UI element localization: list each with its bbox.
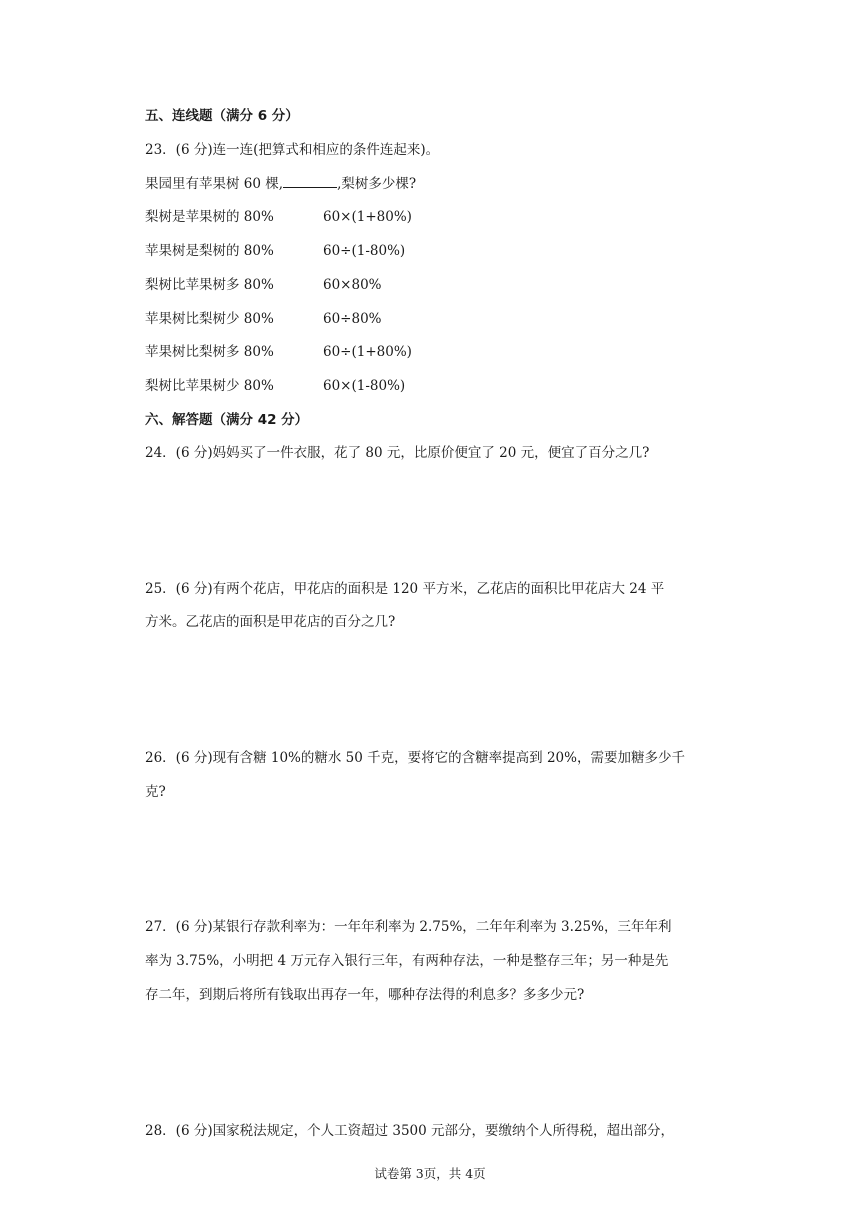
question-26-line-2: 克? <box>145 784 166 800</box>
question-25-line-2: 方米。乙花店的面积是甲花店的百分之几? <box>145 614 396 630</box>
match-row <box>145 275 545 295</box>
match-row <box>145 342 545 362</box>
context-after: ,梨树多少棵? <box>337 176 417 192</box>
condition-text: 梨树比苹果树少 80% <box>145 378 274 394</box>
page-footer: 试卷第 3页，共 4页 <box>374 1166 486 1181</box>
expression-text: 60×(1+80%) <box>323 209 412 225</box>
expression-text: 60×80% <box>323 277 382 293</box>
expression-text: 60÷(1+80%) <box>323 344 412 360</box>
section-5-title: 五、连线题（满分 6 分） <box>145 108 299 124</box>
condition-text: 苹果树是梨树的 80% <box>145 243 274 259</box>
expression-text: 60÷(1-80%) <box>323 243 406 259</box>
match-row <box>145 309 545 329</box>
question-23-stem: 23．(6 分)连一连(把算式和相应的条件连起来)。 <box>145 142 440 158</box>
context-before: 果园里有苹果树 60 棵, <box>145 176 284 192</box>
condition-text: 梨树是苹果树的 80% <box>145 209 274 225</box>
question-25-line-1: 25．(6 分)有两个花店，甲花店的面积是 120 平方米，乙花店的面积比甲花店大 24 平 <box>145 581 665 597</box>
condition-text: 苹果树比梨树多 80% <box>145 344 274 360</box>
condition-text: 苹果树比梨树少 80% <box>145 311 274 327</box>
match-row <box>145 241 545 261</box>
question-28-line-1: 28．(6 分)国家税法规定，个人工资超过 3500 元部分，要缴纳个人所得税，超出部分， <box>145 1123 675 1139</box>
section-6-title: 六、解答题（满分 42 分） <box>145 412 309 428</box>
expression-text: 60÷80% <box>323 311 382 327</box>
question-23-context <box>145 173 416 194</box>
question-27-line-1: 27．(6 分)某银行存款利率为：一年年利率为 2.75%，二年年利率为 3.25%，三年年利 <box>145 919 672 935</box>
fill-blank <box>283 173 337 188</box>
question-24: 24．(6 分)妈妈买了一件衣服，花了 80 元，比原价便宜了 20 元，便宜了百分之几? <box>145 445 650 461</box>
expression-text: 60×(1-80%) <box>323 378 406 394</box>
question-27-line-3: 存二年，到期后将所有钱取出再存一年，哪种存法得的利息多？多多少元? <box>145 987 585 1003</box>
match-row <box>145 376 545 396</box>
question-26-line-1: 26．(6 分)现有含糖 10%的糖水 50 千克，要将它的含糖率提高到 20%，需要加糖多少千 <box>145 750 685 766</box>
question-27-line-2: 率为 3.75%，小明把 4 万元存入银行三年，有两种存法，一种是整存三年；另一种是先 <box>145 953 669 969</box>
match-row <box>145 207 545 227</box>
condition-text: 梨树比苹果树多 80% <box>145 277 274 293</box>
